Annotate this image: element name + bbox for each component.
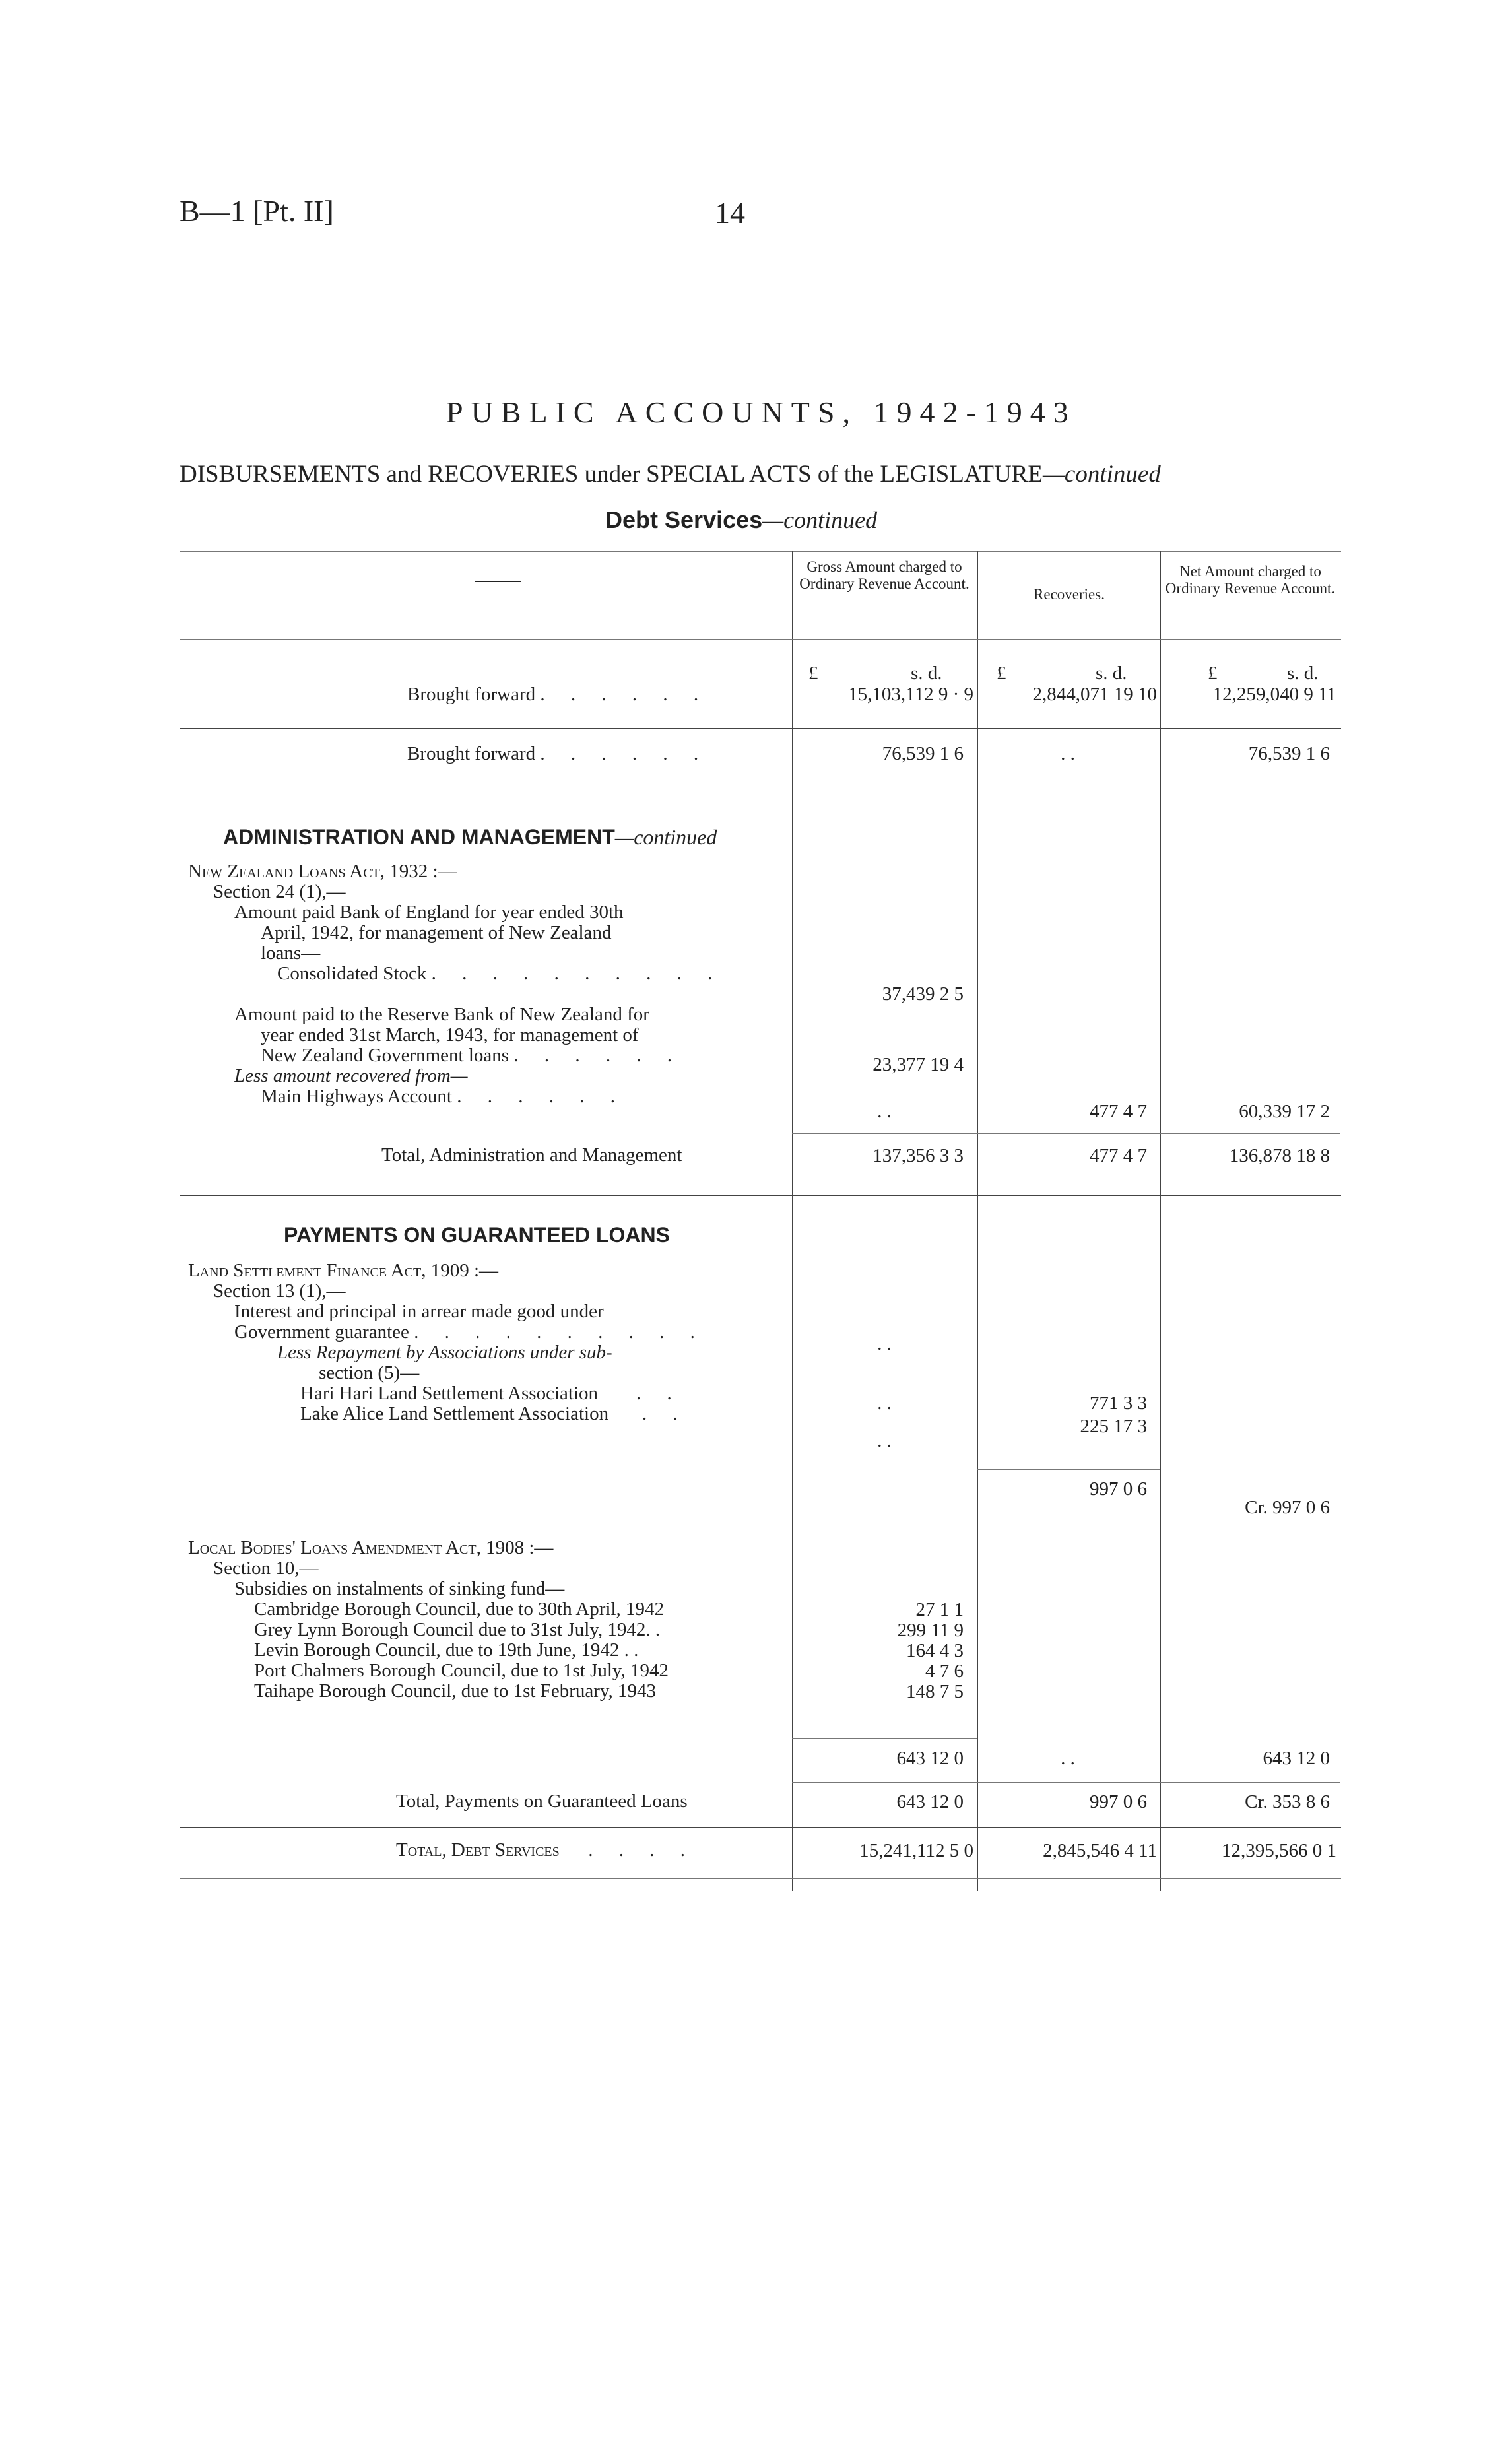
guaranteed-total-label: Total, Payments on Guaranteed Loans bbox=[396, 1791, 688, 1812]
council-label: Cambridge Borough Council, due to 30th April, 1942 bbox=[254, 1599, 665, 1620]
council-label: Taihape Borough Council, due to 1st February, 1943 bbox=[254, 1680, 657, 1702]
guaranteed-total-gross: 643 12 0 bbox=[896, 1791, 964, 1812]
council-list bbox=[254, 1599, 973, 1702]
bf2-recoveries: . . bbox=[1061, 743, 1075, 764]
unit-sd: s. d. bbox=[911, 663, 942, 684]
guaranteed-subtotal-net: Cr. 997 0 6 bbox=[1245, 1497, 1330, 1518]
col-gross-header: Gross Amount charged to Ordinary Revenue Account. bbox=[799, 558, 970, 592]
admin-line: Amount paid to the Reserve Bank of New Zealand for bbox=[234, 1004, 649, 1025]
admin-total-gross: 137,356 3 3 bbox=[872, 1145, 964, 1166]
local-subtotal-gross: 643 12 0 bbox=[896, 1748, 964, 1769]
bf-net: 12,259,040 9 11 bbox=[1212, 684, 1336, 705]
subtitle-main: DISBURSEMENTS and RECOVERIES under SPECIAL ACTS of the LEGISLATURE bbox=[180, 461, 1043, 488]
bf2-gross: 76,539 1 6 bbox=[882, 743, 964, 764]
admin-section: Section 24 (1),— bbox=[213, 881, 346, 902]
section-title-cont: —continued bbox=[762, 507, 878, 533]
admin-act: New Zealand Loans Act, 1932 :— bbox=[188, 861, 457, 882]
section-title-main: Debt Services bbox=[605, 506, 763, 533]
col1-header bbox=[475, 581, 521, 582]
guaranteed-act: Land Settlement Finance Act, 1909 :— bbox=[188, 1260, 499, 1281]
unit-sd: s. d. bbox=[1287, 663, 1319, 684]
admin-line: year ended 31st March, 1943, for management of bbox=[261, 1024, 639, 1045]
admin-main-highways: Main Highways Account . . . . . . bbox=[261, 1086, 626, 1107]
bf-gross: 15,103,112 9 · 9 bbox=[848, 684, 973, 705]
lake-alice-row: Lake Alice Land Settlement Association . . bbox=[300, 1403, 688, 1424]
section-title bbox=[605, 506, 877, 534]
council-row bbox=[254, 1661, 973, 1681]
guaranteed-section: Section 13 (1),— bbox=[213, 1280, 346, 1302]
hari-hari-row: Hari Hari Land Settlement Association . . bbox=[300, 1383, 682, 1404]
admin-total-rec: 477 4 7 bbox=[1090, 1145, 1147, 1166]
guaranteed-total-rec: 997 0 6 bbox=[1090, 1791, 1147, 1812]
unit-pound: £ bbox=[808, 663, 818, 684]
council-gross: 164 4 3 bbox=[906, 1640, 964, 1661]
hari-hari-rec: 771 3 3 bbox=[1090, 1393, 1147, 1414]
subtitle-cont: —continued bbox=[1043, 461, 1161, 488]
guaranteed-line: section (5)— bbox=[319, 1362, 420, 1383]
council-label: Grey Lynn Borough Council due to 31st July, 1942. . bbox=[254, 1619, 661, 1640]
page-number: 14 bbox=[715, 196, 745, 230]
unit-pound: £ bbox=[997, 663, 1006, 684]
admin-line: Amount paid Bank of England for year ended 30th bbox=[234, 902, 624, 923]
guaranteed-subtotal-rec: 997 0 6 bbox=[1090, 1478, 1147, 1500]
admin-consolidated-stock: Consolidated Stock . . . . . . . . . . bbox=[277, 963, 723, 984]
admin-mh-gross: . . bbox=[877, 1101, 892, 1122]
lake-alice-gross: . . bbox=[877, 1430, 892, 1451]
admin-govt-loans: New Zealand Government loans . . . . . . bbox=[261, 1045, 683, 1066]
bf-recoveries: 2,844,071 19 10 bbox=[1032, 684, 1157, 705]
council-gross: 27 1 1 bbox=[915, 1599, 964, 1620]
council-row bbox=[254, 1681, 973, 1702]
local-subtotal-net: 643 12 0 bbox=[1263, 1748, 1330, 1769]
grand-total-label: Total, Debt Services . . . . bbox=[396, 1839, 696, 1861]
page-subtitle bbox=[180, 460, 1161, 488]
local-bodies-line: Subsidies on instalments of sinking fund— bbox=[234, 1578, 565, 1599]
document-reference: B—1 [Pt. II] bbox=[180, 194, 334, 228]
council-gross: 4 7 6 bbox=[925, 1661, 964, 1682]
admin-govt-loans-gross: 23,377 19 4 bbox=[872, 1054, 964, 1075]
grand-total-rec: 2,845,546 4 11 bbox=[1043, 1840, 1157, 1861]
admin-line: April, 1942, for management of New Zealand bbox=[261, 922, 612, 943]
brought-forward-label: Brought forward . . . . . . bbox=[407, 684, 709, 705]
local-subtotal-rec: . . bbox=[1061, 1748, 1075, 1769]
col-recoveries-header: Recoveries. bbox=[1034, 586, 1105, 603]
guaranteed-govt-gross: . . bbox=[877, 1333, 892, 1354]
council-row bbox=[254, 1620, 973, 1640]
grand-total-net: 12,395,566 0 1 bbox=[1222, 1840, 1336, 1861]
hari-hari-gross: . . bbox=[877, 1393, 892, 1414]
guaranteed-total-net: Cr. 353 8 6 bbox=[1245, 1791, 1330, 1812]
admin-line: loans— bbox=[261, 943, 321, 964]
unit-sd: s. d. bbox=[1096, 663, 1127, 684]
admin-consolidated-gross: 37,439 2 5 bbox=[882, 983, 964, 1005]
admin-total-net: 136,878 18 8 bbox=[1229, 1145, 1330, 1166]
admin-mh-rec: 477 4 7 bbox=[1090, 1101, 1147, 1122]
brought-forward-2-label: Brought forward . . . . . . bbox=[407, 743, 709, 764]
admin-less: Less amount recovered from— bbox=[234, 1065, 468, 1086]
guaranteed-heading: PAYMENTS ON GUARANTEED LOANS bbox=[284, 1223, 670, 1247]
council-row bbox=[254, 1640, 973, 1661]
unit-pound: £ bbox=[1208, 663, 1218, 684]
guaranteed-line: Interest and principal in arrear made good under bbox=[234, 1301, 604, 1322]
lake-alice-rec: 225 17 3 bbox=[1080, 1416, 1147, 1437]
admin-mh-net: 60,339 17 2 bbox=[1239, 1101, 1330, 1122]
bf2-net: 76,539 1 6 bbox=[1248, 743, 1330, 764]
council-gross: 299 11 9 bbox=[897, 1620, 964, 1641]
page-title: PUBLIC ACCOUNTS, 1942-1943 bbox=[446, 395, 1076, 429]
council-gross: 148 7 5 bbox=[906, 1681, 964, 1702]
local-bodies-act: Local Bodies' Loans Amendment Act, 1908 :— bbox=[188, 1537, 554, 1558]
local-bodies-section: Section 10,— bbox=[213, 1558, 319, 1579]
admin-heading: ADMINISTRATION AND MANAGEMENT—continued bbox=[223, 825, 717, 849]
council-label: Levin Borough Council, due to 19th June, 1942 . . bbox=[254, 1639, 639, 1661]
grand-total-gross: 15,241,112 5 0 bbox=[859, 1840, 973, 1861]
col-net-header: Net Amount charged to Ordinary Revenue Account. bbox=[1165, 563, 1336, 597]
council-row bbox=[254, 1599, 973, 1620]
guaranteed-line: Less Repayment by Associations under sub- bbox=[277, 1342, 612, 1363]
council-label: Port Chalmers Borough Council, due to 1st July, 1942 bbox=[254, 1660, 669, 1681]
admin-total-label: Total, Administration and Management bbox=[381, 1144, 682, 1166]
guaranteed-govt: Government guarantee . . . . . . . . . . bbox=[234, 1321, 706, 1342]
